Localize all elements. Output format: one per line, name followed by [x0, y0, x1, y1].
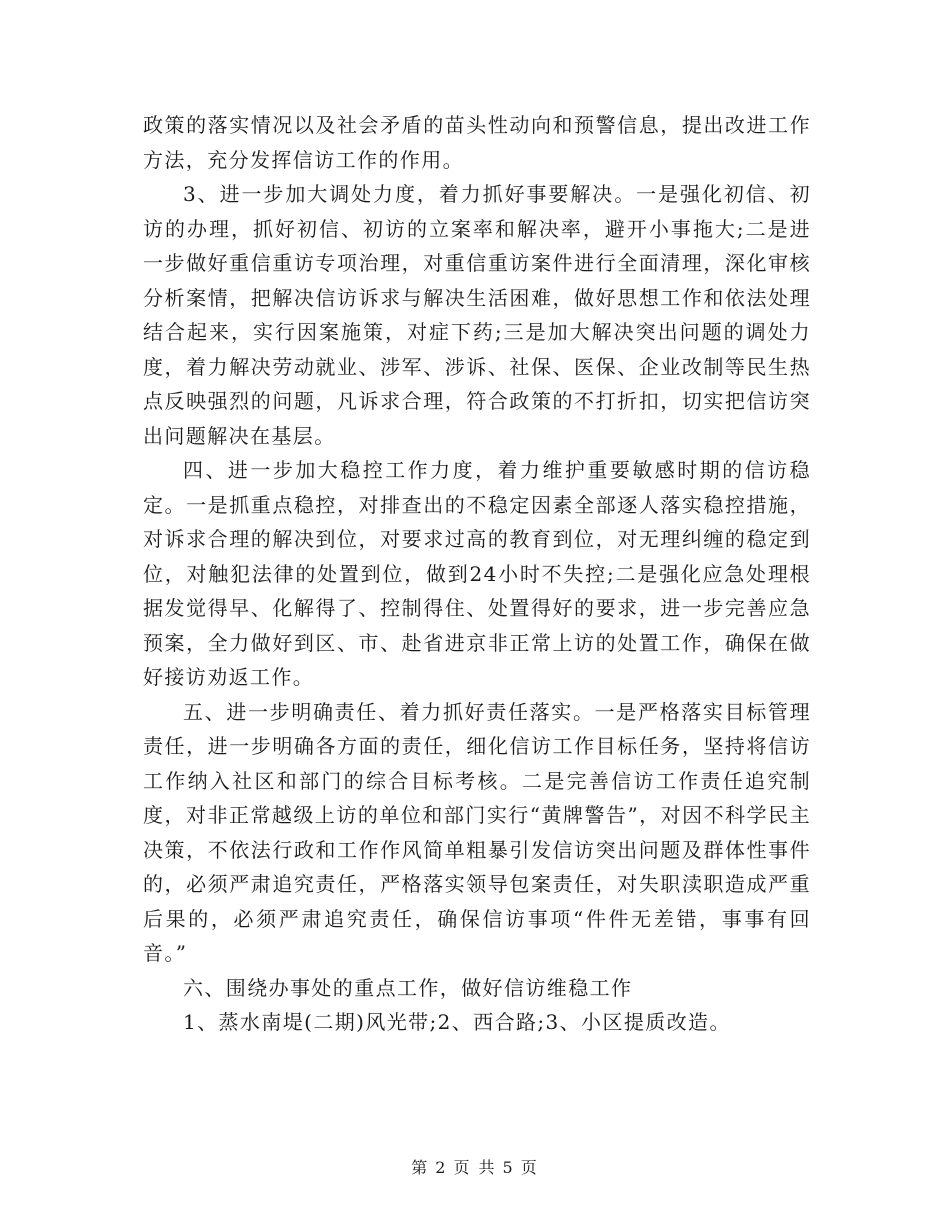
footer-middle: 页 共	[453, 1158, 497, 1177]
paragraph-4: 五、进一步明确责任、着力抓好责任落实。一是严格落实目标管理责任，进一步明确各方面的责任，细化信访工作目标任务，坚持将信访工作纳入社区和部门的综合目标考核。二是完善信访工作责任追究制度，对非正常越级上访的单位和部门实行“黄牌警告”，对因不科学民主决策，不依法行政和工作作风简单粗暴引发信访突出问题及群体性事件的，必须严肃追究责任，严格落实领导包案责任，对失职渎职造成严重后果的，必须严肃追究责任，确保信访事项“件件无差错，事事有回音。”	[143, 699, 811, 965]
paragraph-5: 六、围绕办事处的重点工作，做好信访维稳工作	[183, 975, 633, 1000]
page-number: 2	[435, 1158, 448, 1177]
paragraph-1: 政策的落实情况以及社会矛盾的苗头性动向和预警信息，提出改进工作方法，充分发挥信访工作的作用。	[143, 113, 811, 172]
paragraph-6: 1、蒸水南堤(二期)风光带;2、西合路;3、小区提质改造。	[183, 1010, 731, 1034]
page-total: 5	[502, 1158, 515, 1177]
paragraph-3: 四、进一步加大稳控工作力度，着力维护重要敏感时期的信访稳定。一是抓重点稳控，对排查出的不稳定因素全部逐人落实稳控措施，对诉求合理的解决到位，对要求过高的教育到位，对无理纠缠的稳定到位，对触犯法律的处置到位，做到24小时不失控;二是强化应急处理根据发觉得早、化解得了、控制得住、处置得好的要求，进一步完善应急预案，全力做好到区、市、赴省进京非正常上访的处置工作，确保在做好接访劝返工作。	[143, 458, 811, 689]
footer-suffix: 页	[520, 1158, 539, 1177]
footer-prefix: 第	[411, 1158, 430, 1177]
paragraph-2: 3、进一步加大调处力度，着力抓好事要解决。一是强化初信、初访的办理，抓好初信、初访的立案率和解决率，避开小事拖大;二是进一步做好重信重访专项治理，对重信重访案件进行全面清理，深化审核分析案情，把解决信访诉求与解决生活困难，做好思想工作和依法处理结合起来，实行因案施策，对症下药;三是加大解决突出问题的调处力度，着力解决劳动就业、涉军、涉诉、社保、医保、企业改制等民生热点反映强烈的问题，凡诉求合理，符合政策的不打折扣，切实把信访突出问题解决在基层。	[143, 182, 811, 448]
page-footer	[0, 1155, 950, 1178]
document-body	[143, 108, 811, 1040]
